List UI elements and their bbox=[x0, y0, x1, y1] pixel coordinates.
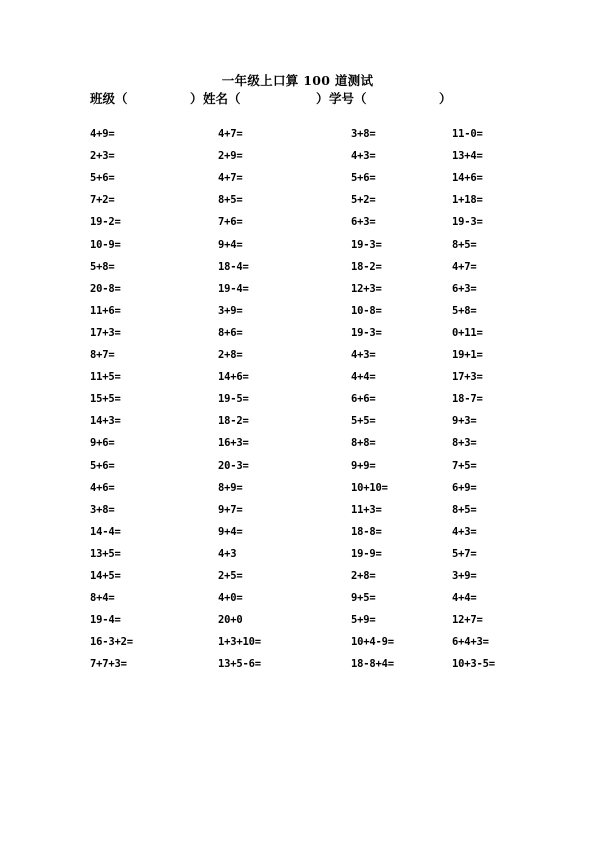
arithmetic-problem: 4+0= bbox=[218, 592, 243, 605]
arithmetic-problem: 14+6= bbox=[452, 172, 483, 185]
arithmetic-problem: 19-3= bbox=[452, 216, 483, 229]
arithmetic-problem: 5+8= bbox=[90, 260, 115, 273]
arithmetic-problem: 7+6= bbox=[218, 216, 243, 229]
arithmetic-problem: 5+8= bbox=[452, 304, 477, 317]
arithmetic-problem: 5+6= bbox=[90, 172, 115, 185]
arithmetic-problem: 4+6= bbox=[90, 481, 115, 494]
arithmetic-problem: 9+5= bbox=[351, 592, 376, 605]
arithmetic-problem: 9+6= bbox=[90, 437, 115, 450]
class-blank-close: ） bbox=[190, 91, 203, 106]
arithmetic-problem: 19-3= bbox=[351, 238, 382, 251]
arithmetic-problem: 8+4= bbox=[90, 592, 115, 605]
name-blank-close: ） bbox=[316, 91, 329, 106]
arithmetic-problem: 2+9= bbox=[218, 150, 243, 163]
arithmetic-problem: 8+5= bbox=[452, 503, 477, 516]
arithmetic-problem: 4+3= bbox=[351, 349, 376, 361]
arithmetic-problem: 13+5-6= bbox=[218, 658, 261, 671]
arithmetic-problem: 11+5= bbox=[90, 371, 121, 384]
arithmetic-problem: 9+4= bbox=[218, 238, 243, 251]
arithmetic-problem: 13+4= bbox=[452, 150, 483, 163]
arithmetic-problem: 10-8= bbox=[351, 304, 382, 317]
arithmetic-problem: 20-3= bbox=[218, 459, 249, 472]
arithmetic-problem: 16-3+2= bbox=[90, 636, 133, 649]
arithmetic-problem: 17+3= bbox=[90, 326, 121, 339]
arithmetic-problem: 2+8= bbox=[351, 570, 376, 582]
arithmetic-problem: 18-4= bbox=[218, 260, 249, 273]
arithmetic-problem: 4+3= bbox=[452, 525, 477, 538]
arithmetic-problem: 11+6= bbox=[90, 304, 121, 317]
arithmetic-problem: 13+5= bbox=[90, 547, 121, 560]
arithmetic-problem: 19-4= bbox=[218, 282, 249, 295]
arithmetic-problem: 18-7= bbox=[452, 393, 483, 406]
arithmetic-problem: 10+10= bbox=[351, 481, 388, 494]
arithmetic-problem: 4+4= bbox=[351, 371, 376, 384]
arithmetic-problem: 20+0 bbox=[218, 614, 243, 627]
arithmetic-problem: 8+6= bbox=[218, 326, 243, 339]
arithmetic-problem: 8+5= bbox=[452, 238, 477, 251]
arithmetic-problem: 16+3= bbox=[218, 437, 249, 450]
arithmetic-problem: 2+8= bbox=[218, 349, 243, 361]
arithmetic-problem: 9+9= bbox=[351, 459, 376, 472]
arithmetic-problem: 8+7= bbox=[90, 349, 115, 361]
arithmetic-problem: 19-2= bbox=[90, 216, 121, 229]
arithmetic-problem: 5+6= bbox=[351, 172, 376, 185]
arithmetic-problem: 10-9= bbox=[90, 238, 121, 251]
arithmetic-problem: 19-5= bbox=[218, 393, 249, 406]
arithmetic-problem: 8+9= bbox=[218, 481, 243, 494]
arithmetic-problem: 14+5= bbox=[90, 570, 121, 582]
name-label: 姓名（ bbox=[203, 91, 241, 106]
arithmetic-problem: 15+5= bbox=[90, 393, 121, 406]
arithmetic-problem: 4+7= bbox=[218, 128, 243, 140]
arithmetic-problem: 3+9= bbox=[218, 304, 243, 317]
arithmetic-problem: 8+5= bbox=[218, 194, 243, 207]
arithmetic-problem: 18-8= bbox=[351, 525, 382, 538]
arithmetic-problem: 14+3= bbox=[90, 415, 121, 428]
arithmetic-problem: 20-8= bbox=[90, 282, 121, 295]
arithmetic-problem: 18-2= bbox=[218, 415, 249, 428]
arithmetic-problem: 7+5= bbox=[452, 459, 477, 472]
arithmetic-problem: 6+3= bbox=[351, 216, 376, 229]
arithmetic-problem: 5+5= bbox=[351, 415, 376, 428]
arithmetic-problem: 18-2= bbox=[351, 260, 382, 273]
arithmetic-problem: 9+7= bbox=[218, 503, 243, 516]
student-id-blank-close: ） bbox=[439, 91, 452, 106]
arithmetic-problem: 5+2= bbox=[351, 194, 376, 207]
arithmetic-problem: 7+2= bbox=[90, 194, 115, 207]
page-title: 一年级上口算 100 道测试 bbox=[221, 73, 374, 88]
arithmetic-problem: 3+9= bbox=[452, 570, 477, 582]
arithmetic-problem: 2+3= bbox=[90, 150, 115, 163]
student-info-line bbox=[90, 89, 510, 105]
arithmetic-problem: 14-4= bbox=[90, 525, 121, 538]
arithmetic-problem: 4+7= bbox=[218, 172, 243, 185]
arithmetic-problem: 19-4= bbox=[90, 614, 121, 627]
arithmetic-problem: 3+8= bbox=[90, 503, 115, 516]
arithmetic-problem: 19-9= bbox=[351, 547, 382, 560]
arithmetic-problem: 4+4= bbox=[452, 592, 477, 605]
arithmetic-problem: 18-8+4= bbox=[351, 658, 394, 671]
arithmetic-problem: 3+8= bbox=[351, 128, 376, 140]
arithmetic-problem: 6+4+3= bbox=[452, 636, 489, 649]
arithmetic-problem: 4+3= bbox=[351, 150, 376, 163]
arithmetic-problem: 2+5= bbox=[218, 570, 243, 582]
arithmetic-problem: 4+3 bbox=[218, 547, 237, 560]
student-id-label: 学号（ bbox=[329, 91, 367, 106]
arithmetic-problem: 17+3= bbox=[452, 371, 483, 384]
arithmetic-problem: 5+7= bbox=[452, 547, 477, 560]
arithmetic-problem: 6+6= bbox=[351, 393, 376, 406]
arithmetic-problem: 10+3-5= bbox=[452, 658, 495, 671]
class-label: 班级（ bbox=[90, 91, 128, 106]
arithmetic-problem: 6+3= bbox=[452, 282, 477, 295]
arithmetic-problem: 9+3= bbox=[452, 415, 477, 428]
arithmetic-problem: 14+6= bbox=[218, 371, 249, 384]
arithmetic-problem: 11+3= bbox=[351, 503, 382, 516]
arithmetic-problem: 11-0= bbox=[452, 128, 483, 140]
arithmetic-problem: 5+9= bbox=[351, 614, 376, 627]
arithmetic-problem: 1+3+10= bbox=[218, 636, 261, 649]
arithmetic-problem: 19-3= bbox=[351, 326, 382, 339]
arithmetic-problem: 19+1= bbox=[452, 349, 483, 361]
arithmetic-problem: 6+9= bbox=[452, 481, 477, 494]
arithmetic-problem: 10+4-9= bbox=[351, 636, 394, 649]
arithmetic-problem: 4+9= bbox=[90, 128, 115, 140]
arithmetic-problem: 0+11= bbox=[452, 326, 483, 339]
arithmetic-problem: 8+3= bbox=[452, 437, 477, 450]
arithmetic-problem: 12+3= bbox=[351, 282, 382, 295]
arithmetic-problem: 9+4= bbox=[218, 525, 243, 538]
arithmetic-problem: 4+7= bbox=[452, 260, 477, 273]
arithmetic-problem: 8+8= bbox=[351, 437, 376, 450]
arithmetic-problem: 5+6= bbox=[90, 459, 115, 472]
arithmetic-problem: 12+7= bbox=[452, 614, 483, 627]
arithmetic-problem: 1+18= bbox=[452, 194, 483, 207]
arithmetic-problem: 7+7+3= bbox=[90, 658, 127, 671]
